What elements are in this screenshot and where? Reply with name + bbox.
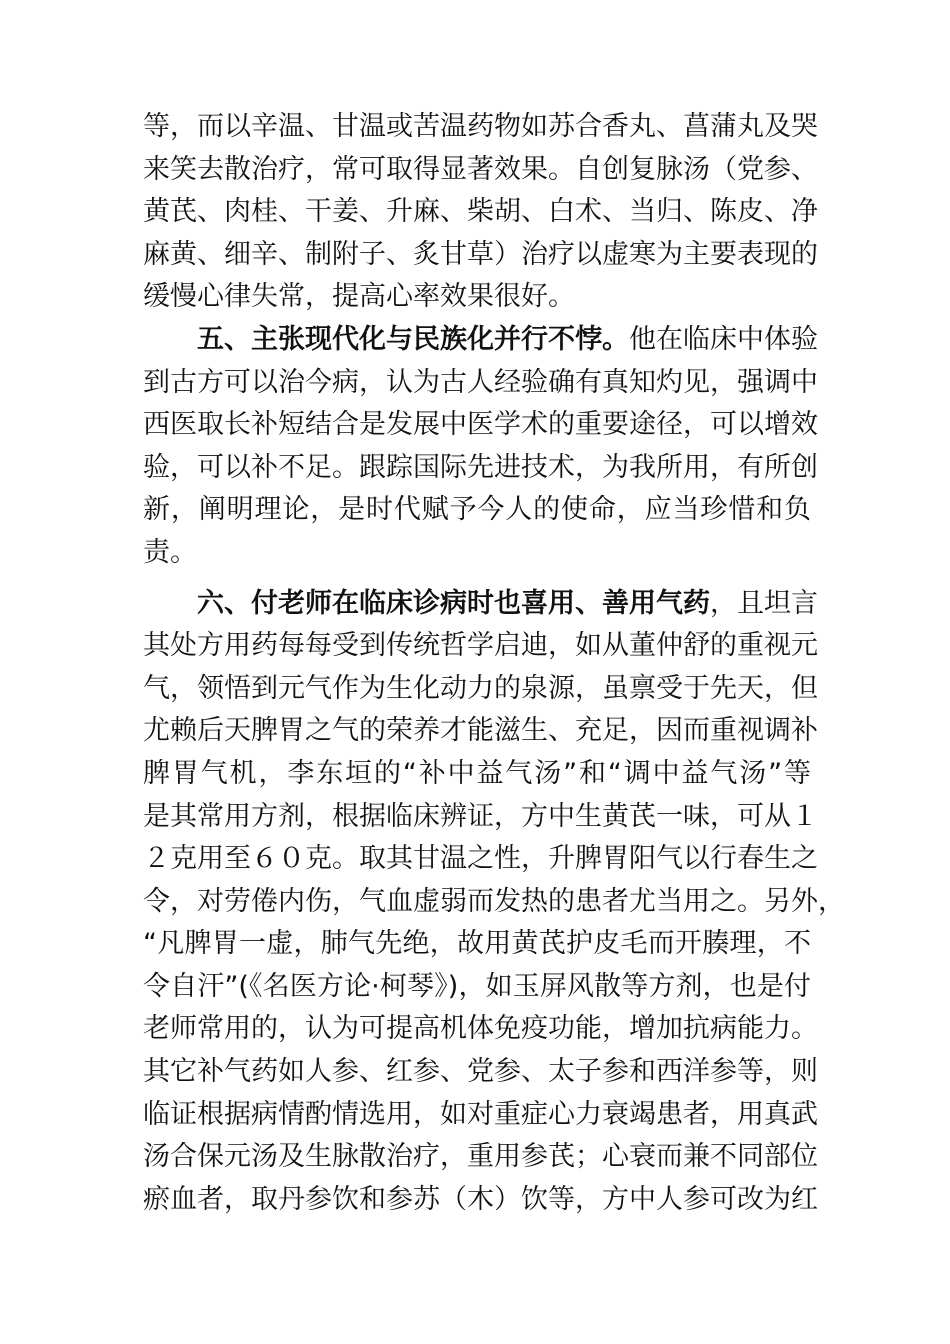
text-line: 汤合保元汤及生脉散治疗，重用参芪；心衰而兼不同部位 bbox=[143, 1141, 818, 1173]
text-line: 尤赖后天脾胃之气的荣养才能滋生、充足，因而重视调补 bbox=[143, 715, 818, 747]
text-line: ２克用至６０克。取其甘温之性，升脾胃阳气以行春生之 bbox=[143, 843, 818, 875]
text-line: 新，阐明理论，是时代赋予今人的使命，应当珍惜和负 bbox=[143, 494, 811, 526]
text-line: 等，而以辛温、甘温或苦温药物如苏合香丸、菖蒲丸及哭 bbox=[143, 111, 818, 142]
section-heading-five: 五、主张现代化与民族化并行不悖。 bbox=[197, 323, 629, 355]
text-line: 令，对劳倦内伤，气血虚弱而发热的患者尤当用之。另外， bbox=[143, 885, 845, 917]
paragraph-gap bbox=[143, 575, 811, 583]
text-line: 到古方可以治今病，认为古人经验确有真知灼见，强调中 bbox=[143, 366, 818, 398]
body-text bbox=[143, 106, 845, 1221]
paragraph-continuation bbox=[143, 106, 818, 319]
section-heading-six: 六、付老师在临床诊病时也喜用、善用气药 bbox=[197, 587, 710, 619]
text-line: 脾胃气机，李东垣的“补中益气汤”和“调中益气汤”等 bbox=[143, 757, 811, 789]
paragraph-six bbox=[143, 583, 845, 1222]
text-line: 责。 bbox=[143, 536, 197, 568]
text-line: 其它补气药如人参、红参、党参、太子参和西洋参等，则 bbox=[143, 1056, 818, 1088]
text-run: 他在临床中体验 bbox=[629, 323, 818, 355]
text-line: 西医取长补短结合是发展中医学术的重要途径，可以增效 bbox=[143, 409, 818, 441]
text-line: 令自汗”(《名医方论·柯琴》)，如玉屏风散等方剂，也是付 bbox=[143, 970, 811, 1002]
text-run: ，且坦言 bbox=[710, 587, 818, 619]
text-line: 来笑去散治疗，常可取得显著效果。自创复脉汤（党参、 bbox=[143, 153, 818, 185]
text-line: 黄芪、肉桂、干姜、升麻、柴胡、白术、当归、陈皮、净 bbox=[143, 196, 818, 228]
text-line: 麻黄、细辛、制附子、炙甘草）治疗以虚寒为主要表现的 bbox=[143, 238, 818, 270]
text-line: “凡脾胃一虚，肺气先绝，故用黄芪护皮毛而开腠理，不 bbox=[143, 928, 811, 960]
paragraph-first-line bbox=[143, 319, 818, 362]
text-line: 缓慢心律失常，提高心率效果很好。 bbox=[143, 281, 575, 313]
paragraph-five bbox=[143, 319, 818, 575]
text-line: 临证根据病情酌情选用，如对重症心力衰竭患者，用真武 bbox=[143, 1098, 818, 1130]
text-line: 其处方用药每每受到传统哲学启迪，如从董仲舒的重视元 bbox=[143, 630, 818, 662]
text-line: 老师常用的，认为可提高机体免疫功能，增加抗病能力。 bbox=[143, 1013, 818, 1045]
text-line: 瘀血者，取丹参饮和参苏（木）饮等，方中人参可改为红 bbox=[143, 1183, 818, 1215]
text-line: 气，领悟到元气作为生化动力的泉源，虽禀受于先天，但 bbox=[143, 672, 818, 704]
text-line: 验，可以补不足。跟踪国际先进技术，为我所用，有所创 bbox=[143, 451, 818, 483]
paragraph-first-line bbox=[143, 583, 818, 626]
text-line: 是其常用方剂，根据临床辨证，方中生黄芪一味，可从１ bbox=[143, 800, 818, 832]
